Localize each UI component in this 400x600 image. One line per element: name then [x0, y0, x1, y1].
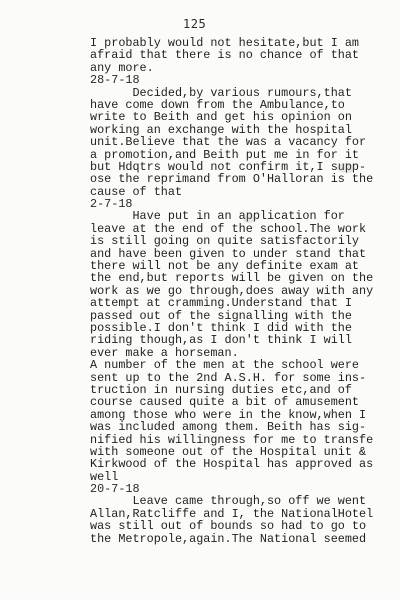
text-line: ose the reprimand from O'Halloran is the: [90, 172, 374, 187]
text-line: I probably would not hesitate,but I am: [90, 36, 360, 50]
text-line: cause of that: [90, 184, 183, 199]
text-line: work as we go through,does away with any: [90, 283, 374, 298]
text-line: leave at the end of the school.The work: [90, 221, 367, 236]
ink-smudge: [337, 163, 355, 173]
text-line: and have been given to under stand that: [90, 246, 367, 261]
text-line: write to Beith and get his opinion on: [90, 110, 352, 125]
text-line: passed out of the signalling with the: [90, 308, 352, 323]
text-line: afraid that there is no chance of that: [90, 48, 360, 63]
text-line: any more.: [90, 60, 154, 75]
entry-date: 20-7-18: [90, 482, 140, 497]
text-line: Have put in an application for: [90, 209, 345, 224]
text-line: course caused quite a bit of amusement: [90, 395, 360, 410]
text-line: Decided,by various rumours,that: [90, 85, 352, 100]
text-line: have come down from the Ambulance,to: [90, 97, 345, 112]
text-line: ever make a horseman.: [90, 345, 239, 360]
text-line: truction in nursing duties etc,and of: [90, 382, 352, 397]
text-line: sent up to the 2nd A.S.H. for some ins-: [90, 370, 367, 385]
page-number: 125: [183, 17, 207, 31]
text-line: riding though,as I don't think I will: [90, 333, 352, 348]
text-line: well: [90, 469, 119, 484]
typed-diary-text: [90, 37, 390, 545]
entry-date: 2-7-18: [90, 197, 133, 212]
text-line: possible.I don't think I did with the: [90, 320, 352, 335]
ink-smudge: [243, 214, 257, 223]
entry-date: 28-7-18: [90, 73, 140, 88]
text-line: a promotion,and Beith put me in for it: [90, 147, 360, 162]
text-line: the end,but reports will be given on the: [90, 271, 374, 286]
text-line: the Metropole,again.The National seemed: [90, 531, 367, 546]
text-line: Leave came through,so off we went: [90, 494, 367, 509]
text-line: unit.Believe that the was a vacancy for: [90, 135, 367, 150]
text-line: Kirkwood of the Hospital has approved as: [90, 457, 374, 472]
text-line: Allan,Ratcliffe and I, the NationalHotel: [90, 506, 374, 521]
text-line: with someone out of the Hospital unit &: [90, 444, 367, 459]
text-line: among those who were in the know,when I: [90, 407, 367, 422]
text-line: working an exchange with the hospital: [90, 122, 352, 137]
text-line: was included among them. Beith has sig-: [90, 420, 367, 435]
text-line: was still out of bounds so had to go to: [90, 519, 367, 534]
text-line: there will not be any definite exam at: [90, 259, 360, 274]
text-line: is still going on quite satisfactorily: [90, 234, 360, 249]
text-line: A number of the men at the school were: [90, 358, 360, 373]
text-line: attempt at cramming.Understand that I: [90, 296, 352, 311]
text-line: but Hdqtrs would not confirm it,I supp-: [90, 159, 367, 174]
text-line: nified his willingness for me to transfe: [90, 432, 374, 447]
